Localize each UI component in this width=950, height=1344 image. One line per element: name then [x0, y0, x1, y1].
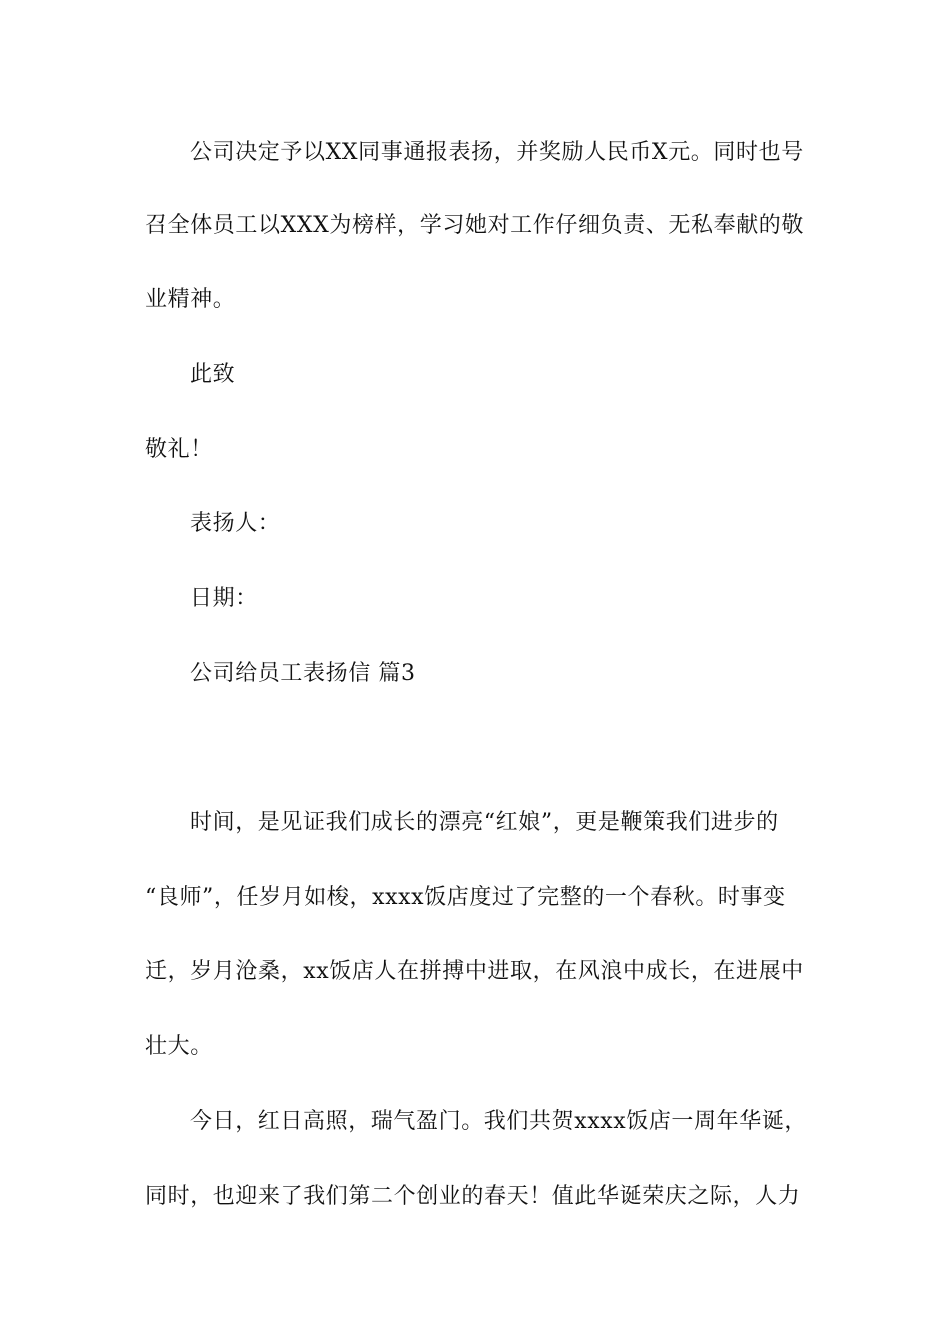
salutation: 敬礼！ — [145, 437, 213, 462]
paragraph-line: 召全体员工以XXX为榜样，学习她对工作仔细负责、无私奉献的敬 — [145, 213, 804, 238]
paragraph-line: 时间，是见证我们成长的漂亮“红娘”，更是鞭策我们进步的 — [190, 810, 779, 835]
date-label: 日期： — [190, 586, 258, 611]
paragraph-line: 业精神。 — [145, 287, 236, 312]
paragraph-line: 公司决定予以XX同事通报表扬，并奖励人民币X元。同时也号 — [190, 140, 804, 165]
paragraph-line: “良师”，任岁月如梭，xxxx饭店度过了完整的一个春秋。时事变 — [145, 885, 786, 910]
section-title: 公司给员工表扬信 篇3 — [190, 661, 416, 686]
paragraph-line: 同时，也迎来了我们第二个创业的春天！值此华诞荣庆之际，人力 — [145, 1184, 801, 1209]
paragraph-line: 壮大。 — [145, 1034, 213, 1059]
commender-label: 表扬人： — [190, 511, 281, 536]
closing-phrase: 此致 — [190, 362, 236, 387]
paragraph-line: 今日，红日高照，瑞气盈门。我们共贺xxxx饭店一周年华诞， — [190, 1109, 808, 1134]
paragraph-line: 迁，岁月沧桑，xx饭店人在拼搏中进取，在风浪中成长，在进展中 — [145, 959, 804, 984]
